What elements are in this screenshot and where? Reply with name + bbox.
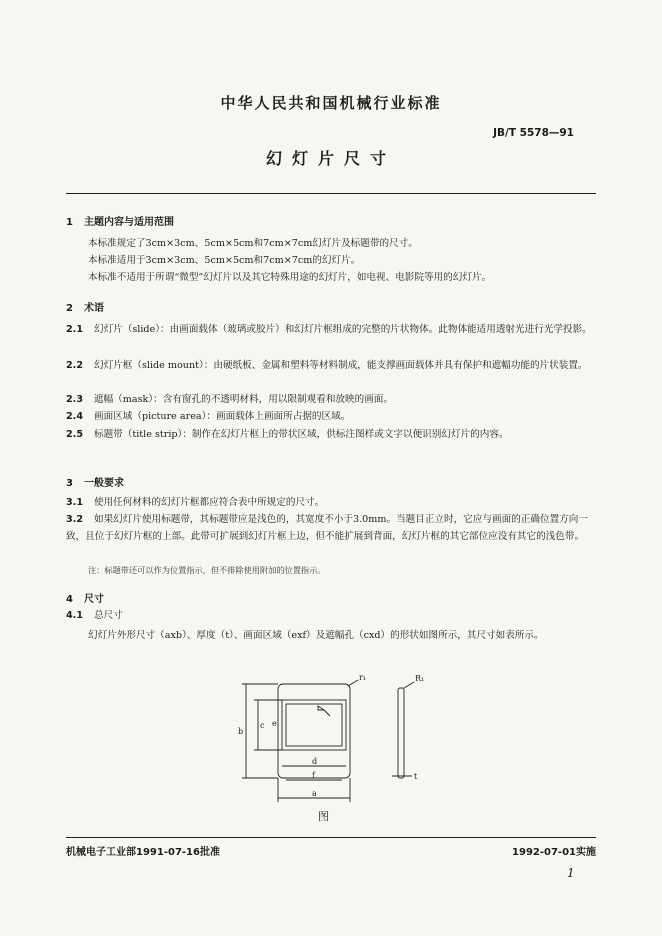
s2-item-3	[66, 391, 596, 408]
section-number: 3	[66, 478, 73, 489]
section-2-heading	[66, 299, 104, 314]
label-r1: r₁	[359, 673, 367, 682]
item-number: 3.2	[66, 514, 83, 525]
section-3-heading	[66, 474, 124, 489]
label-a: a	[312, 789, 317, 798]
page-number: 1	[567, 866, 575, 880]
section-title: 尺寸	[84, 594, 104, 605]
s4-paragraph-1: 幻灯片外形尺寸（axb）、厚度（t）、画面区域（exf）及遮幅孔（cxd）的形状如图所示，其尺寸如表所示。	[88, 630, 544, 641]
s1-paragraph-1: 本标准规定了3cm×3cm、5cm×5cm和7cm×7cm幻灯片及标题带的尺寸。	[88, 238, 418, 249]
item-number: 3.1	[66, 497, 83, 508]
s1-paragraph-3: 本标准不适用于所谓“微型”幻灯片以及其它特殊用途的幻灯片，如电视、电影院等用的幻灯片。	[88, 272, 492, 283]
item-text: 幻灯片（slide）：由画面载体（玻璃或胶片）和幻灯片框组成的完整的片状物体。此物体能适用透射光进行光学投影。	[94, 324, 592, 335]
s4-item-1	[66, 607, 596, 624]
label-c: c	[260, 721, 265, 730]
item-number: 2.5	[66, 429, 83, 440]
item-text: 幻灯片框（slide mount）：由硬纸板、金属和塑料等材料制成，能支撑画面载体并具有保护和遮幅功能的片状装置。	[94, 360, 588, 371]
slide-side-view	[398, 688, 404, 778]
s3-item-1	[66, 494, 596, 511]
item-text: 遮幅（mask）：含有窗孔的不透明材料，用以限制观看和放映的画面。	[94, 394, 393, 405]
item-text: 如果幻灯片使用标题带，其标题带应是浅色的，其宽度不小于3.0mm。当题目正立时，它应与画面的正确位置方向一致，且位于幻灯片框的上部。此带可扩展到幻灯片框上边，但不能扩展到背面，幻灯片框的其它部位应没有其它的浅色带。	[66, 514, 588, 542]
section-1-heading	[66, 213, 174, 228]
publisher-title: 中华人民共和国机械行业标准	[220, 94, 442, 112]
label-r2: R₁	[415, 674, 425, 683]
item-text: 总尺寸	[94, 610, 123, 621]
s2-item-4	[66, 408, 596, 425]
item-number: 2.2	[66, 360, 83, 371]
r2-leader	[404, 682, 414, 688]
s1-paragraph-2: 本标准适用于3cm×3cm、5cm×5cm和7cm×7cm的幻灯片。	[88, 255, 361, 266]
s2-item-2	[66, 357, 596, 374]
slide-dimension-figure	[232, 666, 432, 806]
standard-number: JB/T 5578—91	[493, 127, 574, 139]
s2-item-5	[66, 426, 596, 443]
section-number: 2	[66, 303, 73, 314]
s3-item-2	[66, 511, 596, 545]
position-marker	[318, 706, 330, 716]
picture-area	[286, 704, 342, 746]
section-4-heading	[66, 590, 104, 605]
item-number: 2.3	[66, 394, 83, 405]
label-e: e	[272, 719, 277, 728]
approval-date: 机械电子工业部1991-07-16批准	[66, 847, 220, 858]
s3-note: 注：标题带还可以作为位置指示，但不排除使用附加的位置指示。	[88, 565, 326, 575]
item-text: 使用任何材料的幻灯片框都应符合表中所规定的尺寸。	[94, 497, 325, 508]
section-title: 术语	[84, 303, 104, 314]
bottom-rule	[66, 837, 596, 838]
label-t: t	[414, 772, 418, 781]
label-b: b	[238, 727, 244, 736]
document-title: 幻灯片尺寸	[265, 149, 396, 168]
item-number: 2.4	[66, 411, 83, 422]
label-d: d	[312, 757, 318, 766]
r1-leader	[348, 680, 358, 686]
top-rule	[66, 193, 596, 194]
section-title: 一般要求	[84, 478, 124, 489]
mask-aperture	[282, 700, 346, 750]
figure-caption: 图	[318, 810, 329, 823]
item-text: 画面区域（picture area）：画面载体上画面所占据的区域。	[94, 411, 351, 422]
section-number: 4	[66, 594, 73, 605]
item-number: 4.1	[66, 610, 83, 621]
section-number: 1	[66, 217, 73, 228]
implementation-date: 1992-07-01实施	[512, 847, 596, 858]
s2-item-1	[66, 321, 596, 338]
label-f: f	[312, 771, 315, 780]
section-title: 主题内容与适用范围	[84, 217, 174, 228]
item-number: 2.1	[66, 324, 83, 335]
item-text: 标题带（title strip）：制作在幻灯片框上的带状区域，供标注图样或文字以便识别幻灯片的内容。	[94, 429, 509, 440]
